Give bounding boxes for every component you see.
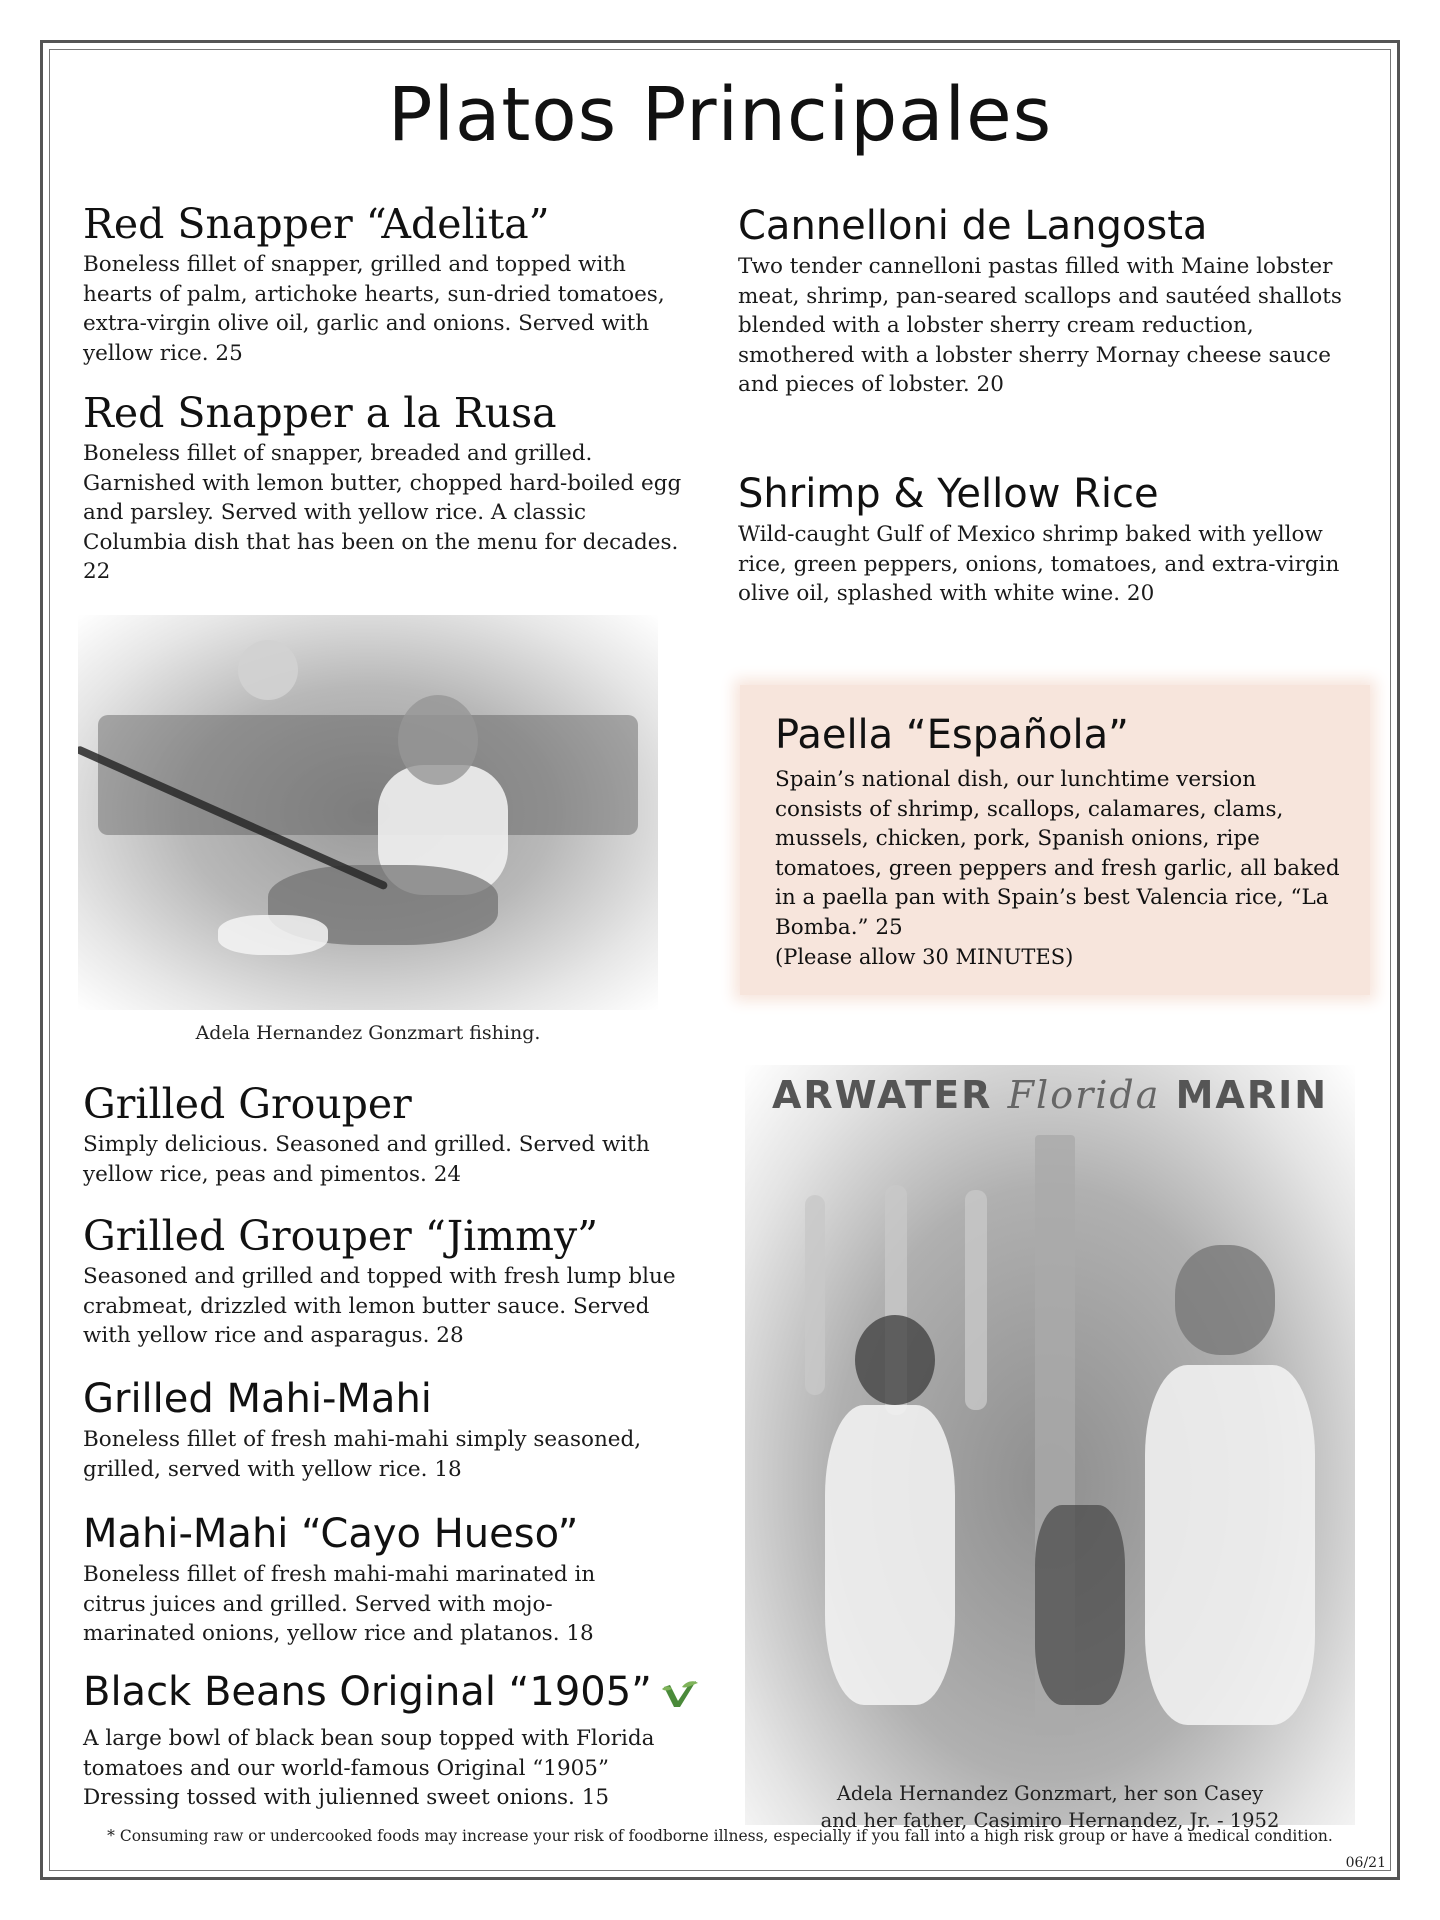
dish-description: Wild-caught Gulf of Mexico shrimp baked with yellow rice, green peppers, onions, tomatoes, and extra-virgin olive oil, splashed with white wine. 20 [738, 522, 1340, 606]
dish-name: Paella “Española” [775, 712, 1129, 758]
photo-spotlight [238, 640, 298, 700]
photo-boat-deck [98, 715, 638, 835]
dish-black-beans-1905 [83, 1668, 703, 1813]
dish-description: Boneless fillet of snapper, grilled and topped with hearts of palm, artichoke hearts, sun-dried tomatoes, extra-virgin olive oil, garlic and onions. Served with yellow rice. 25 [83, 252, 665, 366]
photo-sign [745, 1073, 1355, 1117]
dish-cannelloni-langosta [738, 202, 1378, 400]
disclaimer: * Consuming raw or undercooked foods may increase your risk of foodborne illness, especially if you fall into a high risk group or have a medical condition. [107, 1827, 1333, 1845]
dish-name-row [83, 1668, 703, 1716]
dish-description: Seasoned and grilled and topped with fresh lump blue crabmeat, drizzled with lemon butter sauce. Served with yellow rice and asparagus. 28 [83, 1264, 676, 1348]
photo-fish-3 [965, 1190, 987, 1410]
date-code: 06/21 [1345, 1855, 1386, 1871]
dish-description: Boneless fillet of snapper, breaded and grilled. Garnished with lemon butter, chopped hard-boiled egg and parsley. Served with yellow rice. A classic Columbia dish that has been on the menu for decades. 22 [83, 441, 682, 584]
dish-name: Black Beans Original “1905” [83, 1669, 652, 1715]
photo-woman-head [855, 1315, 935, 1405]
photo-boy [1035, 1505, 1125, 1705]
dish-red-snapper-rusa [83, 389, 703, 587]
dish-description: Simply delicious. Seasoned and grilled. Served with yellow rice, peas and pimentos. 24 [83, 1132, 650, 1187]
dish-name: Red Snapper a la Rusa [83, 389, 557, 437]
dish-shrimp-yellow-rice [738, 470, 1378, 609]
photo-man [1145, 1365, 1315, 1725]
photo-caption-line: Adela Hernandez Gonzmart, her son Casey [836, 1782, 1264, 1805]
dish-grilled-mahi-mahi [83, 1375, 703, 1484]
photo-man-head [1175, 1245, 1275, 1355]
page-title: Platos Principales [387, 72, 1053, 158]
photo-adela-fishing [78, 615, 658, 1010]
dish-grilled-grouper-jimmy [83, 1212, 703, 1351]
vegetarian-leaf-icon [660, 1676, 700, 1712]
dish-name: Mahi-Mahi “Cayo Hueso” [83, 1511, 579, 1557]
photo-sign-script: Florida [1007, 1073, 1161, 1117]
dish-description: Spain’s national dish, our lunchtime version consists of shrimp, scallops, calamares, clams, mussels, chicken, pork, Spanish onions, ripe tomatoes, green peppers and fresh garlic, all baked in a paella pan with Spain’s best Valencia rice, “La Bomba.” 25 [775, 767, 1340, 940]
photo-figure-head [398, 695, 478, 785]
photo-sign-right: MARIN [1175, 1073, 1329, 1117]
dish-name: Cannelloni de Langosta [738, 203, 1208, 249]
dish-description: Boneless fillet of fresh mahi-mahi marinated in citrus juices and grilled. Served with mojo-marinated onions, yellow rice and platanos. 18 [83, 1562, 596, 1646]
dish-name: Red Snapper “Adelita” [83, 200, 550, 248]
dish-description: Boneless fillet of fresh mahi-mahi simply seasoned, grilled, served with yellow rice. 18 [83, 1427, 642, 1482]
dish-grilled-grouper [83, 1080, 703, 1189]
photo-woman [825, 1405, 955, 1705]
paella-feature-box [740, 685, 1370, 995]
dish-name: Shrimp & Yellow Rice [738, 471, 1159, 517]
dish-name: Grilled Grouper [83, 1080, 412, 1128]
photo-fish-1 [805, 1195, 825, 1395]
dish-description: A large bowl of black bean soup topped with Florida tomatoes and our world-famous Original “1905” Dressing tossed with julienned sweet onions. 15 [83, 1726, 655, 1810]
photo-marina-family [745, 1065, 1355, 1825]
photo-figure-shoes [218, 915, 328, 955]
photo-caption-family [745, 1780, 1355, 1834]
photo-caption-fishing: Adela Hernandez Gonzmart fishing. [195, 1022, 541, 1044]
dish-description: Two tender cannelloni pastas filled with Maine lobster meat, shrimp, pan-seared scallops and sautéed shallots blended with a lobster sherry cream reduction, smothered with a lobster sherry Mornay cheese sauce and pieces of lobster. 20 [738, 254, 1342, 397]
dish-name: Grilled Mahi-Mahi [83, 1376, 432, 1422]
photo-caption-line: and her father, Casimiro Hernandez, Jr. - 1952 [820, 1809, 1280, 1832]
dish-name: Grilled Grouper “Jimmy” [83, 1212, 599, 1260]
dish-mahi-mahi-cayo-hueso [83, 1510, 703, 1649]
dish-red-snapper-adelita [83, 200, 703, 368]
photo-sign-left: ARWATER [771, 1073, 993, 1117]
paella-note: (Please allow 30 MINUTES) [775, 945, 1074, 969]
